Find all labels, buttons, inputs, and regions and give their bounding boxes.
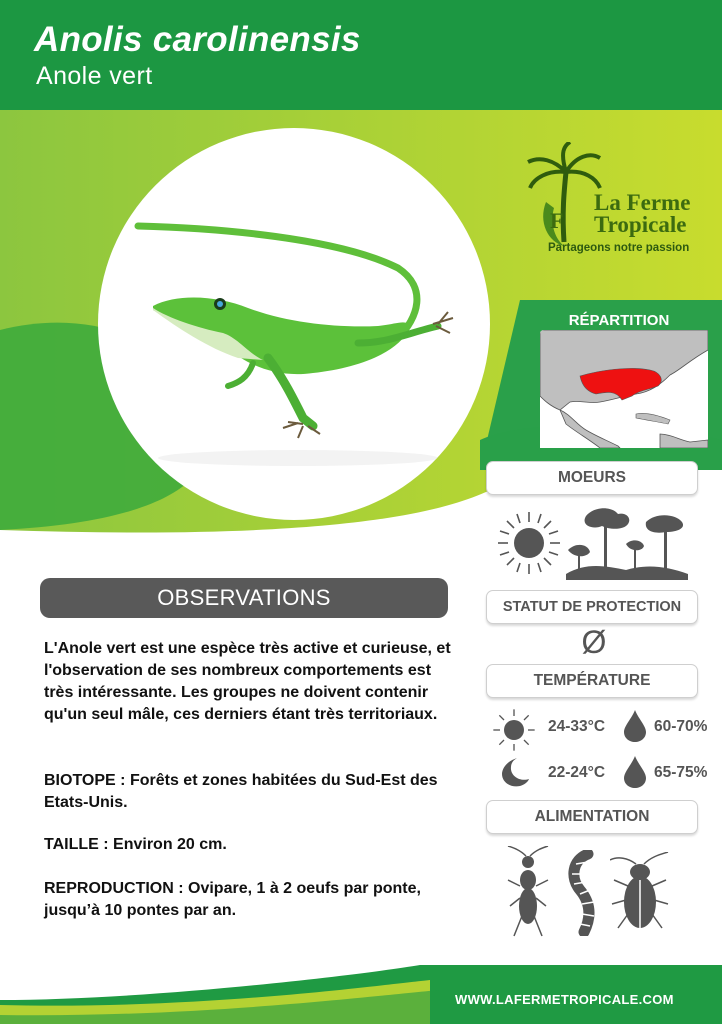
taille-value: Environ 20 cm. [108, 836, 227, 853]
brand-logo [524, 142, 704, 260]
protection-label: STATUT DE PROTECTION [486, 590, 698, 624]
temperature-label: TEMPÉRATURE [486, 664, 698, 698]
day-temperature: 24-33°C [548, 718, 606, 735]
night-humidity-drop-icon [624, 756, 646, 788]
night-humidity: 65-75% [654, 764, 708, 781]
logo-name-line1: La Ferme [594, 190, 691, 215]
taille-paragraph [44, 834, 464, 856]
logo-name-line2: Tropicale [594, 212, 687, 237]
moon-icon [498, 756, 530, 788]
reproduction-paragraph [44, 878, 464, 922]
night-temperature: 22-24°C [548, 764, 606, 781]
biotope-paragraph [44, 770, 464, 814]
empty-set-icon: Ø [581, 624, 607, 660]
repartition-label: RÉPARTITION [568, 312, 670, 329]
reproduction-value: Ovipare, 1 à 2 oeufs par ponte, jusqu’à 10 pontes par an. [44, 880, 421, 919]
observations-body: L'Anole vert est une espèce très active et curieuse, et l'observation de ses nombreux comportements est très intéressante. Les groupes ne doivent contenir qu'un seul mâle, ces derniers étant très territoriaux. [44, 640, 451, 723]
sun-icon [496, 510, 562, 576]
day-sun-icon [492, 708, 536, 752]
reproduction-label: REPRODUCTION : [44, 880, 184, 897]
palm-tree-icon [524, 142, 604, 252]
scientific-name: Anolis carolinensis [34, 20, 361, 59]
forest-icon [566, 504, 688, 580]
biotope-value: Forêts et zones habitées du Sud-Est des Etats-Unis. [44, 772, 438, 811]
species-photo [98, 128, 490, 520]
worm-icon [566, 850, 598, 936]
cockroach-icon [610, 852, 670, 936]
website-url[interactable]: WWW.LAFERMETROPICALE.COM [455, 992, 674, 1007]
anole-image [98, 128, 490, 520]
map-icon [540, 330, 708, 448]
moeurs-label: MOEURS [486, 461, 698, 495]
distribution-map [540, 330, 708, 448]
humidity-drop-icon [624, 710, 646, 742]
logo-tagline: Partageons notre passion [548, 242, 690, 254]
observations-title: OBSERVATIONS [40, 578, 448, 618]
taille-label: TAILLE : [44, 836, 109, 853]
common-name: Anole vert [36, 62, 153, 90]
biotope-label: BIOTOPE : [44, 772, 126, 789]
cricket-icon [506, 846, 550, 940]
svg-text:F: F [550, 208, 564, 233]
alimentation-label: ALIMENTATION [486, 800, 698, 834]
day-humidity: 60-70% [654, 718, 708, 735]
